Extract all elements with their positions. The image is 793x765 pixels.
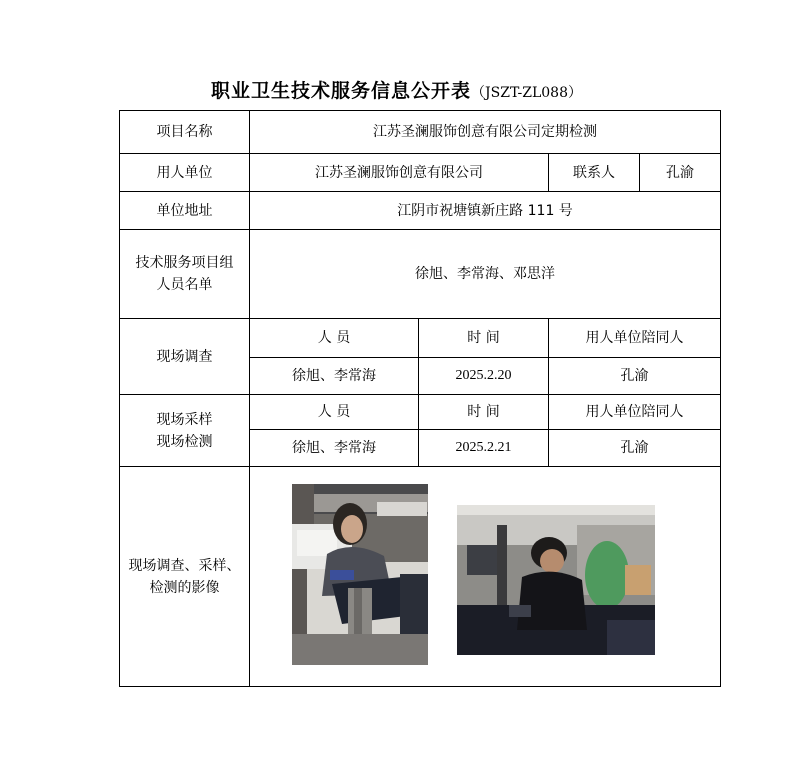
contact-label: 联系人 [549,154,640,192]
survey-col-person: 人 员 [250,319,419,358]
title-text: 职业卫生技术服务信息公开表 [211,80,472,102]
site-photo-sampling [457,505,655,655]
survey-col-escort: 用人单位陪同人 [549,319,721,358]
page-title [0,76,793,103]
team-value: 徐旭、李常海、邓思洋 [250,230,721,319]
sampling-worker-photo [457,505,655,655]
sampling-label-line-2: 现场检测 [156,433,213,450]
address-label: 单位地址 [120,192,250,230]
survey-time: 2025.2.20 [419,358,549,395]
sampling-col-escort: 用人单位陪同人 [549,395,721,430]
sampling-escort: 孔渝 [549,430,721,467]
images-cell [250,467,721,687]
address-value: 江阴市祝塘镇新庄路 111 号 [250,192,721,230]
contact-value: 孔渝 [640,154,721,192]
sampling-person: 徐旭、李常海 [250,430,419,467]
sampling-col-person: 人 员 [250,395,419,430]
survey-escort: 孔渝 [549,358,721,395]
sampling-col-time: 时 间 [419,395,549,430]
row-project [120,111,721,154]
site-photo-survey [292,484,428,665]
sampling-time: 2025.2.21 [419,430,549,467]
row-sampling-header [120,395,721,430]
images-label [120,467,250,687]
row-images [120,467,721,687]
team-label-line-2: 人员名单 [156,277,213,293]
survey-col-time: 时 间 [419,319,549,358]
images-label-line-1: 现场调查、采样、 [128,557,241,574]
survey-person: 徐旭、李常海 [250,358,419,395]
info-table [119,110,721,687]
row-survey-header [120,319,721,358]
team-label-line-1: 技术服务项目组 [135,255,234,271]
form-code: （JSZT-ZL088） [471,85,582,101]
employer-value: 江苏圣澜服饰创意有限公司 [250,154,549,192]
images-label-line-2: 检测的影像 [149,579,220,596]
row-team [120,230,721,319]
row-employer [120,154,721,192]
photo-area [250,469,720,685]
row-address [120,192,721,230]
team-label [120,230,250,319]
sewing-worker-photo [292,484,428,665]
sampling-label-line-1: 现场采样 [156,411,213,428]
project-value: 江苏圣澜服饰创意有限公司定期检测 [250,111,721,154]
project-label: 项目名称 [120,111,250,154]
employer-label: 用人单位 [120,154,250,192]
survey-label: 现场调查 [120,319,250,395]
sampling-label [120,395,250,467]
